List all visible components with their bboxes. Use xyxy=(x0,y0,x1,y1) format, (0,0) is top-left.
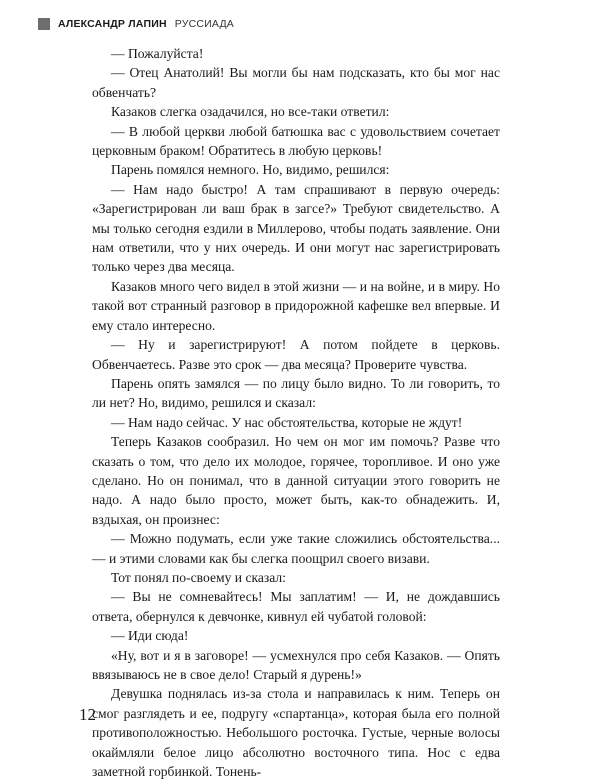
running-header xyxy=(38,18,234,30)
paragraph: — В любой церкви любой батюшка вас с удовольствием сочетает церковным браком! Обратитесь в любую церковь! xyxy=(92,123,500,159)
paragraph: «Ну, вот и я в заговоре! — усмехнулся про себя Казаков. — Опять ввязываюсь не в свое дело! Старый я дурень!» xyxy=(92,647,500,682)
paragraph: Парень опять замялся — по лицу было видно. То ли говорить, то ли нет? Но, видимо, решился и сказал: xyxy=(92,375,500,411)
paragraph: — Можно подумать, если уже такие сложились обстоятельства... — и этими словами как бы слегка поощрил своего визави. xyxy=(92,531,500,566)
paragraph: Казаков слегка озадачился, но все-таки ответил: xyxy=(111,104,390,120)
header-series: РУССИАДА xyxy=(174,18,234,30)
paragraph: — Нам надо сейчас. У нас обстоятельства, которые не ждут! xyxy=(111,414,463,430)
paragraph: — Иди сюда! xyxy=(111,628,189,644)
body-text xyxy=(92,44,500,781)
paragraph: — Отец Анатолий! Вы могли бы нам подсказать, кто бы мог нас обвенчать? xyxy=(92,65,500,100)
paragraph: — Вы не сомневайтесь! Мы заплатим! — И, не дождавшись ответа, обернулся к девчонке, кивнул ей чубатой головой: xyxy=(92,589,500,624)
header-square-icon xyxy=(38,18,50,30)
paragraph: — Нам надо быстро! А там спрашивают в первую очередь: «Зарегистрирован ли ваш брак в загсе?» Требуют свидетельство. А мы только сегодня ездили в Миллерово, чтобы подать заявление. Они нам ответили, что у них очередь. И они могут нас зарегистрировать только через два месяца. xyxy=(92,181,500,275)
paragraph: Тот понял по-своему и сказал: xyxy=(111,569,286,585)
paragraph: — Пожалуйста! xyxy=(111,46,204,61)
paragraph: Теперь Казаков сообразил. Но чем он мог им помочь? Разве что сказать о том, что дело их молодое, горячее, торопливое. И оно уже сделано. Но он понимал, что в данной ситуации этого говорить не надо. А надо было просто, может быть, как-то обнадежить. И, вздыхая, он произнес: xyxy=(92,434,500,527)
header-author: АЛЕКСАНДР ЛАПИН xyxy=(58,18,167,30)
paragraph: — Ну и зарегистрируют! А потом пойдете в церковь. Обвенчаетесь. Разве это срок — два месяца? Проверите чувства. xyxy=(92,337,500,372)
paragraph: Парень помялся немного. Но, видимо, решился: xyxy=(111,162,390,178)
page-number: 12 xyxy=(79,705,96,724)
paragraph: Девушка поднялась из-за стола и направилась к ним. Теперь он смог разглядеть и ее, подругу «спартанца», которая была его полной противоположностью. Небольшого росточка. Густые, черные волосы окаймляли белое лицо абсолютно восточного типа. Нос с едва заметной горбинкой. Тонень- xyxy=(92,686,500,780)
paragraph: Казаков много чего видел в этой жизни — и на войне, и в миру. Но такой вот странный разговор в придорожной кафешке вел впервые. И ему стало интересно. xyxy=(92,278,500,333)
